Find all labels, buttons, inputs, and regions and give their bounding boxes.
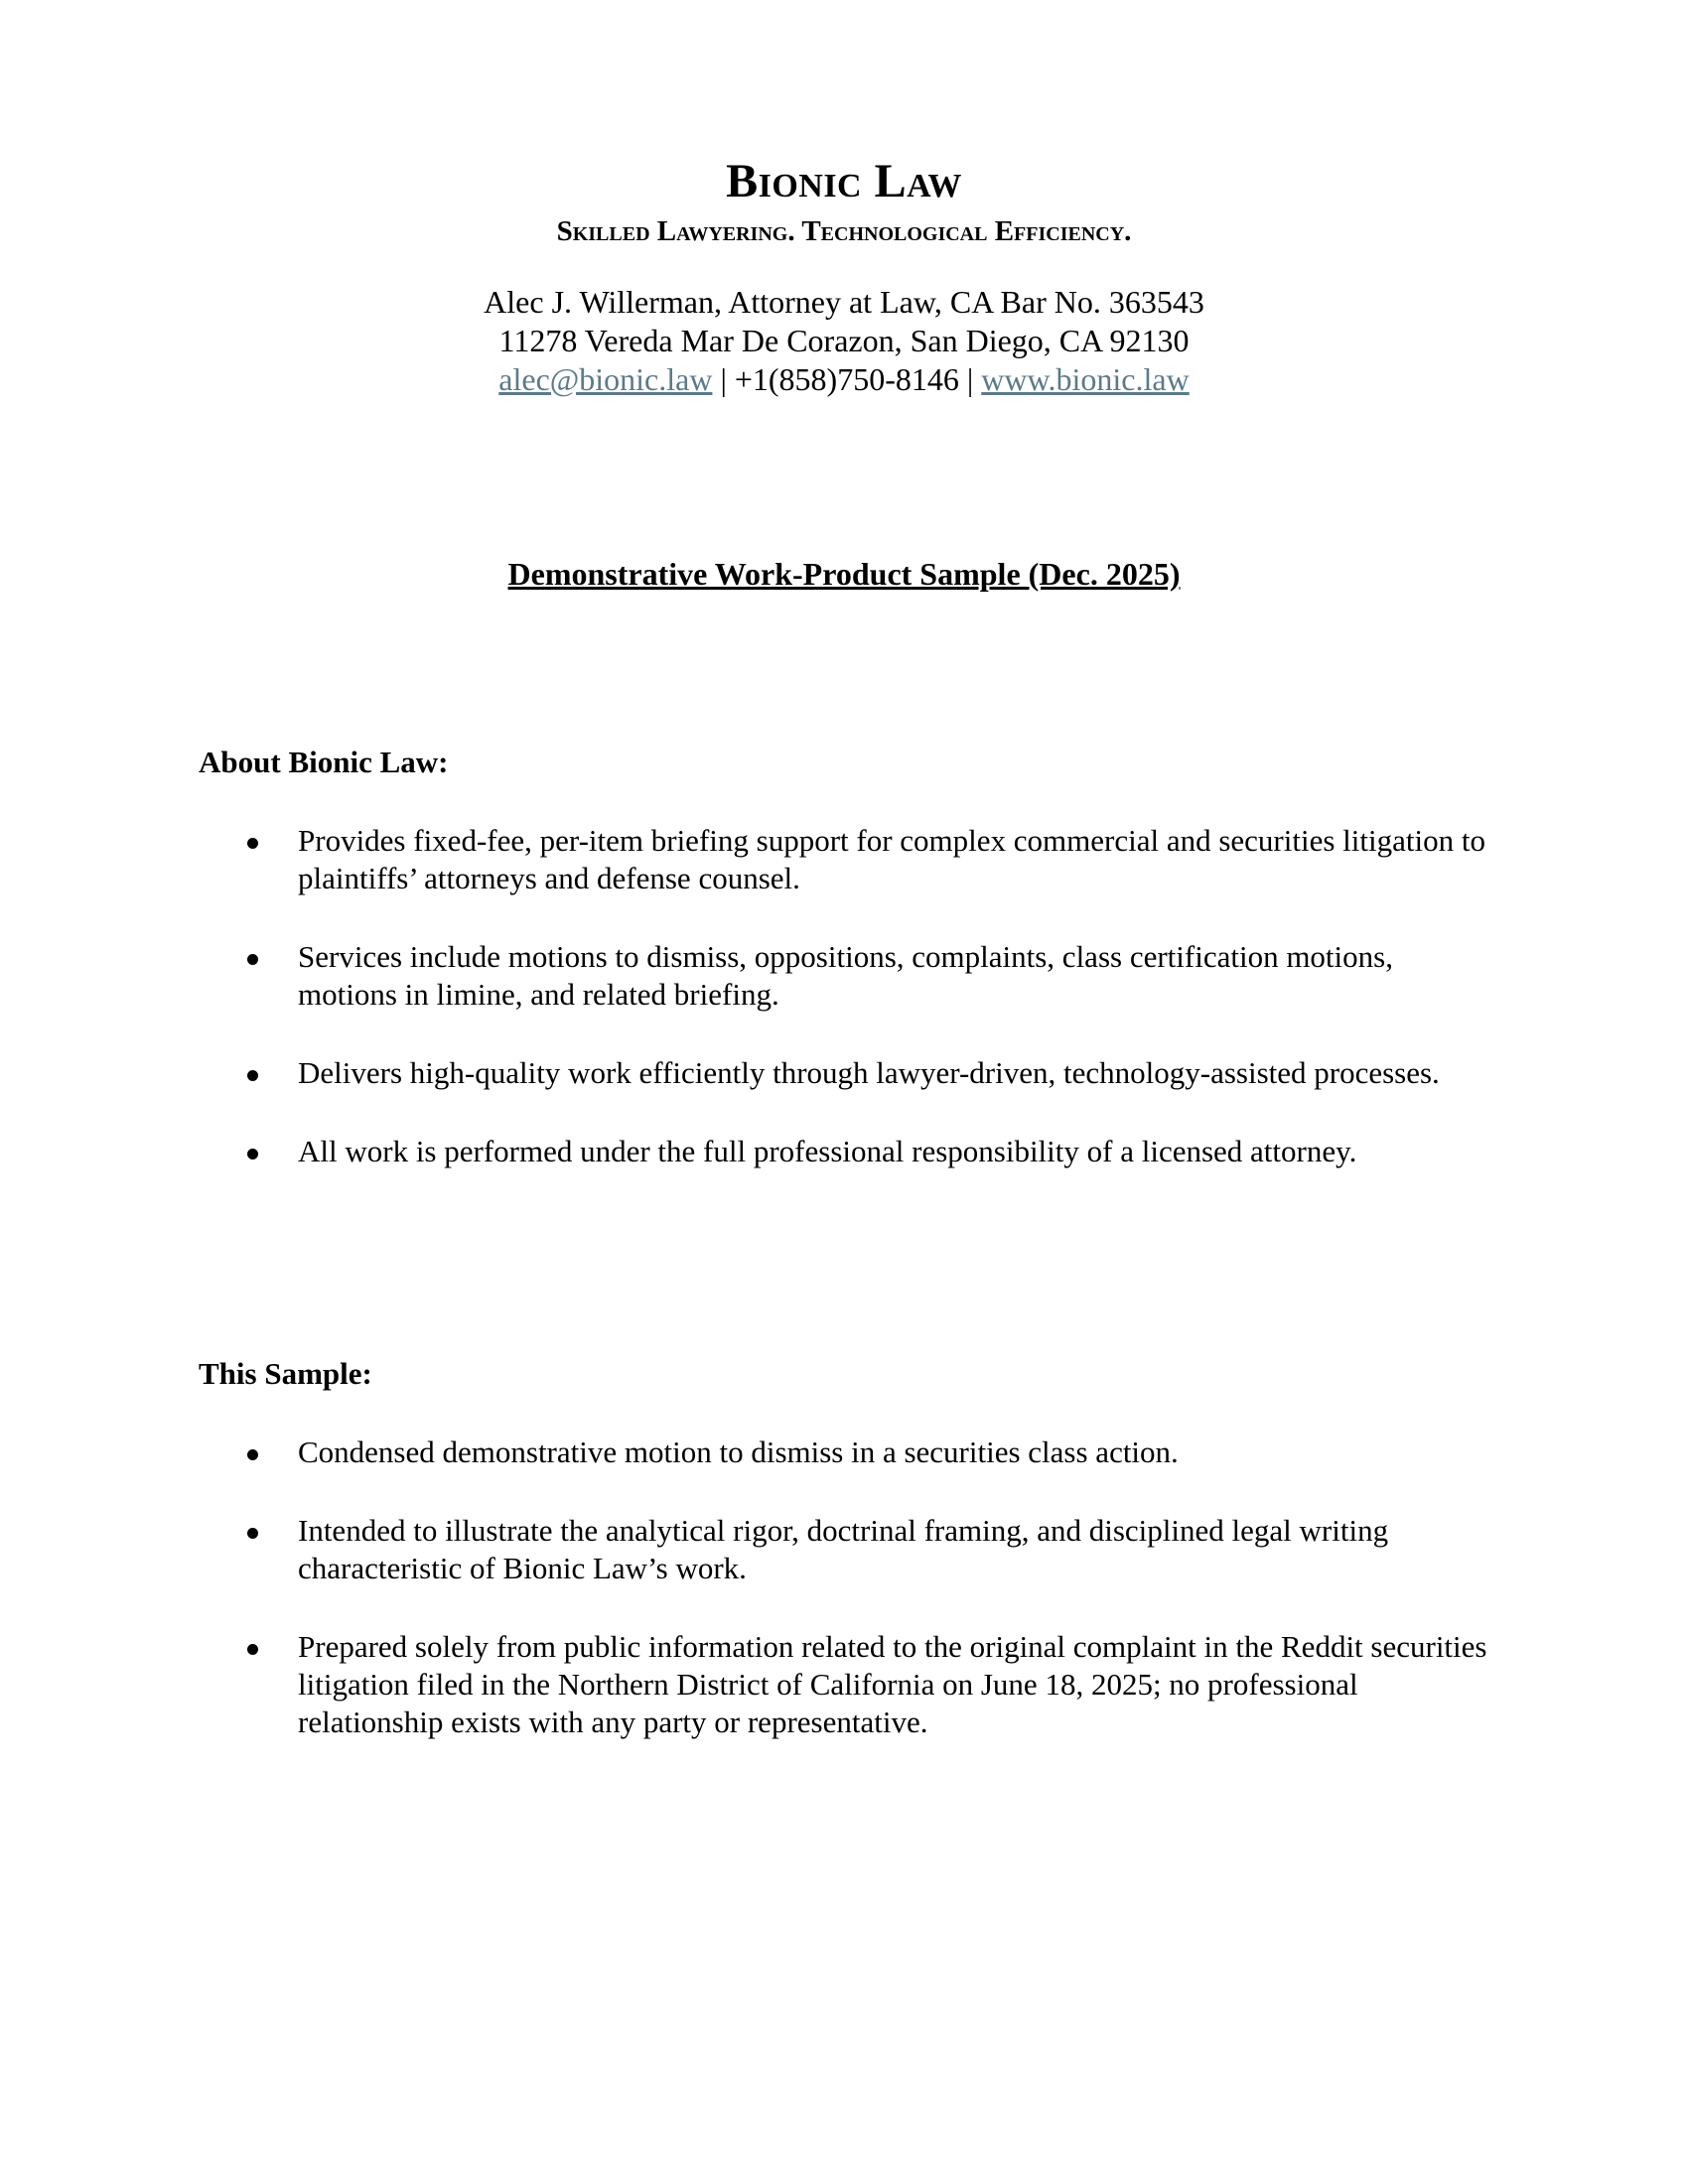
- contact-block: [0, 283, 1688, 399]
- contact-line: [0, 360, 1688, 399]
- firm-name: Bionic Law: [726, 155, 962, 207]
- email-link[interactable]: alec@bionic.law: [498, 361, 713, 397]
- bullet-icon: [247, 1528, 258, 1539]
- list-item: Provides fixed-fee, per-item briefing support for complex commercial and securities litigation to plaintiffs’ attorneys and defense counsel.: [199, 822, 1499, 897]
- firm-tagline: Skilled Lawyering. Technological Efficiency.: [556, 215, 1132, 247]
- bullet-icon: [247, 1449, 258, 1460]
- website-link[interactable]: www.bionic.law: [981, 361, 1190, 397]
- sample-title: Demonstrative Work-Product Sample (Dec. 2025): [507, 556, 1181, 592]
- list-item: Intended to illustrate the analytical rigor, doctrinal framing, and disciplined legal writing characteristic of Bionic Law’s work.: [199, 1512, 1499, 1587]
- phone-text: | +1(858)750-8146 |: [712, 361, 982, 397]
- about-list: [199, 822, 1499, 1211]
- letterhead: [0, 154, 1688, 399]
- this-sample-heading: This Sample:: [199, 1356, 372, 1391]
- about-heading: About Bionic Law:: [199, 745, 449, 779]
- list-item: Delivers high-quality work efficiently through lawyer-driven, technology-assisted processes.: [199, 1054, 1499, 1092]
- list-item: All work is performed under the full professional responsibility of a licensed attorney.: [199, 1133, 1499, 1170]
- bullet-icon: [247, 1070, 258, 1081]
- bullet-icon: [247, 1644, 258, 1655]
- list-item: Services include motions to dismiss, oppositions, complaints, class certification motions, motions in limine, and related briefing.: [199, 938, 1499, 1014]
- bullet-icon: [247, 1149, 258, 1160]
- address-line: 11278 Vereda Mar De Corazon, San Diego, CA 92130: [498, 323, 1190, 358]
- attorney-line: Alec J. Willerman, Attorney at Law, CA Bar No. 363543: [484, 284, 1204, 320]
- bullet-icon: [247, 954, 258, 965]
- list-item: Condensed demonstrative motion to dismiss in a securities class action.: [199, 1433, 1499, 1471]
- list-item: Prepared solely from public information related to the original complaint in the Reddit securities litigation filed in the Northern District of California on June 18, 2025; no professional relationship exists with any party or representative.: [199, 1628, 1499, 1741]
- bullet-icon: [247, 838, 258, 849]
- this-sample-list: [199, 1433, 1499, 1782]
